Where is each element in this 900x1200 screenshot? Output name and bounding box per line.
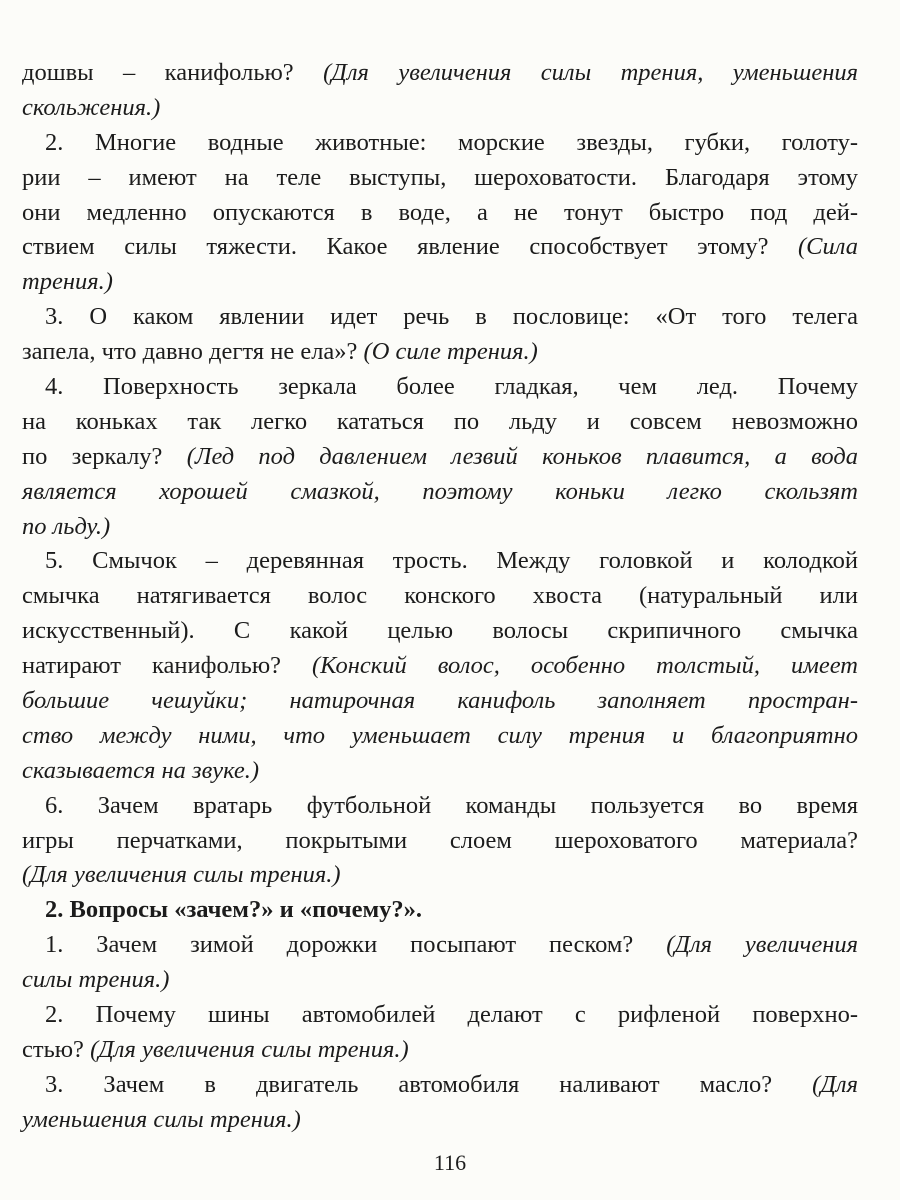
text-line xyxy=(22,265,858,300)
paragraph xyxy=(22,789,858,894)
question-text: ствием силы тяжести. Какое явление способствует этому? xyxy=(22,233,799,261)
answer-text: (Для xyxy=(812,1070,858,1098)
text-line xyxy=(22,544,858,579)
question-text: 5. Смычок – деревянная трость. Между головкой и колодкой xyxy=(45,547,858,575)
text-line xyxy=(22,196,858,231)
question-text: рии – имеют на теле выступы, шероховатости. Благодаря этому xyxy=(22,163,858,191)
answer-text: уменьшения силы трения.) xyxy=(22,1105,301,1133)
question-text: 3. О каком явлении идет речь в пословице: «От того телега xyxy=(45,303,858,331)
text-line xyxy=(22,440,858,475)
answer-text: трения.) xyxy=(22,268,113,296)
paragraph xyxy=(22,56,858,126)
answer-text: по льду.) xyxy=(22,512,111,540)
question-text: 6. Зачем вратарь футбольной команды пользуется во время xyxy=(45,791,858,819)
answer-text: (Для увеличения силы трения.) xyxy=(90,1035,409,1063)
text-line xyxy=(22,754,858,789)
question-text: 1. Зачем зимой дорожки посыпают песком? xyxy=(45,931,667,959)
page-number: 116 xyxy=(433,1150,467,1175)
text-line xyxy=(22,161,858,196)
question-text: смычка натягивается волос конского хвоста (натуральный или xyxy=(22,582,858,610)
paragraph xyxy=(22,928,858,998)
text-line xyxy=(22,1033,858,1068)
paragraph xyxy=(22,998,858,1068)
text-line xyxy=(22,614,858,649)
question-text: 3. Зачем в двигатель автомобиля наливают масло? xyxy=(45,1070,813,1098)
answer-text: является хорошей смазкой, поэтому коньки легко скользят xyxy=(22,477,858,505)
answer-text: (Для увеличения силы трения.) xyxy=(22,861,341,889)
text-line xyxy=(22,56,858,91)
question-text: по зеркалу? xyxy=(22,442,187,470)
text-line xyxy=(22,824,858,859)
answer-text: (Конский волос, особенно толстый, имеет xyxy=(312,652,858,680)
question-text: дошвы – канифолью? xyxy=(22,59,324,86)
paragraph xyxy=(22,544,858,788)
answer-text: (О силе трения.) xyxy=(363,338,538,366)
answer-text: большие чешуйки; натирочная канифоль заполняет простран- xyxy=(22,687,858,715)
question-text: 2. Вопросы «зачем?» и «почему?». xyxy=(45,896,423,924)
text-line xyxy=(22,684,858,719)
question-text: запела, что давно дегтя не ела»? xyxy=(22,338,364,366)
text-line xyxy=(22,963,858,998)
text-line xyxy=(22,475,858,510)
answer-text: скольжения.) xyxy=(22,93,161,121)
answer-text: сказывается на звуке.) xyxy=(22,756,260,784)
question-text: 4. Поверхность зеркала более гладкая, чем лед. Почему xyxy=(45,373,858,401)
question-text: натирают канифолью? xyxy=(22,652,312,680)
text-line xyxy=(22,649,858,684)
question-text: на коньках так легко кататься по льду и совсем невозможно xyxy=(22,407,858,435)
paragraph xyxy=(22,1068,858,1138)
question-text: 2. Почему шины автомобилей делают с рифленой поверхно- xyxy=(45,1001,858,1029)
question-text: 2. Многие водные животные: морские звезды, губки, голоту- xyxy=(45,128,858,156)
paragraph xyxy=(22,370,858,544)
answer-text: (Лед под давлением лезвий коньков плавится, а вода xyxy=(186,442,859,470)
text-line xyxy=(22,126,858,161)
paragraph xyxy=(22,300,858,370)
text-line xyxy=(22,405,858,440)
text-line xyxy=(22,300,858,335)
question-text: игры перчатками, покрытыми слоем шероховатого материала? xyxy=(22,826,858,854)
text-line xyxy=(22,719,858,754)
text-line xyxy=(22,510,858,545)
text-line xyxy=(22,579,858,614)
answer-text: (Сила xyxy=(798,233,858,261)
text-line xyxy=(22,893,858,928)
paragraph xyxy=(22,126,858,300)
section-heading xyxy=(22,893,858,928)
question-text: искусственный). С какой целью волосы скрипичного смычка xyxy=(22,617,858,645)
answer-text: ство между ними, что уменьшает силу трения и благоприятно xyxy=(22,721,858,749)
book-page-text xyxy=(22,56,858,1138)
text-line xyxy=(22,335,858,370)
text-line xyxy=(22,91,858,126)
text-line xyxy=(22,1068,858,1103)
answer-text: силы трения.) xyxy=(22,966,170,994)
answer-text: (Для увеличения силы трения, уменьшения xyxy=(323,59,858,86)
text-line xyxy=(22,789,858,824)
text-line xyxy=(22,230,858,265)
text-line xyxy=(22,928,858,963)
question-text: они медленно опускаются в воде, а не тонут быстро под дей- xyxy=(22,198,858,226)
text-line xyxy=(22,1103,858,1138)
text-line xyxy=(22,998,858,1033)
text-line xyxy=(22,858,858,893)
answer-text: (Для увеличения xyxy=(666,931,858,959)
text-line xyxy=(22,370,858,405)
question-text: стью? xyxy=(22,1035,91,1063)
